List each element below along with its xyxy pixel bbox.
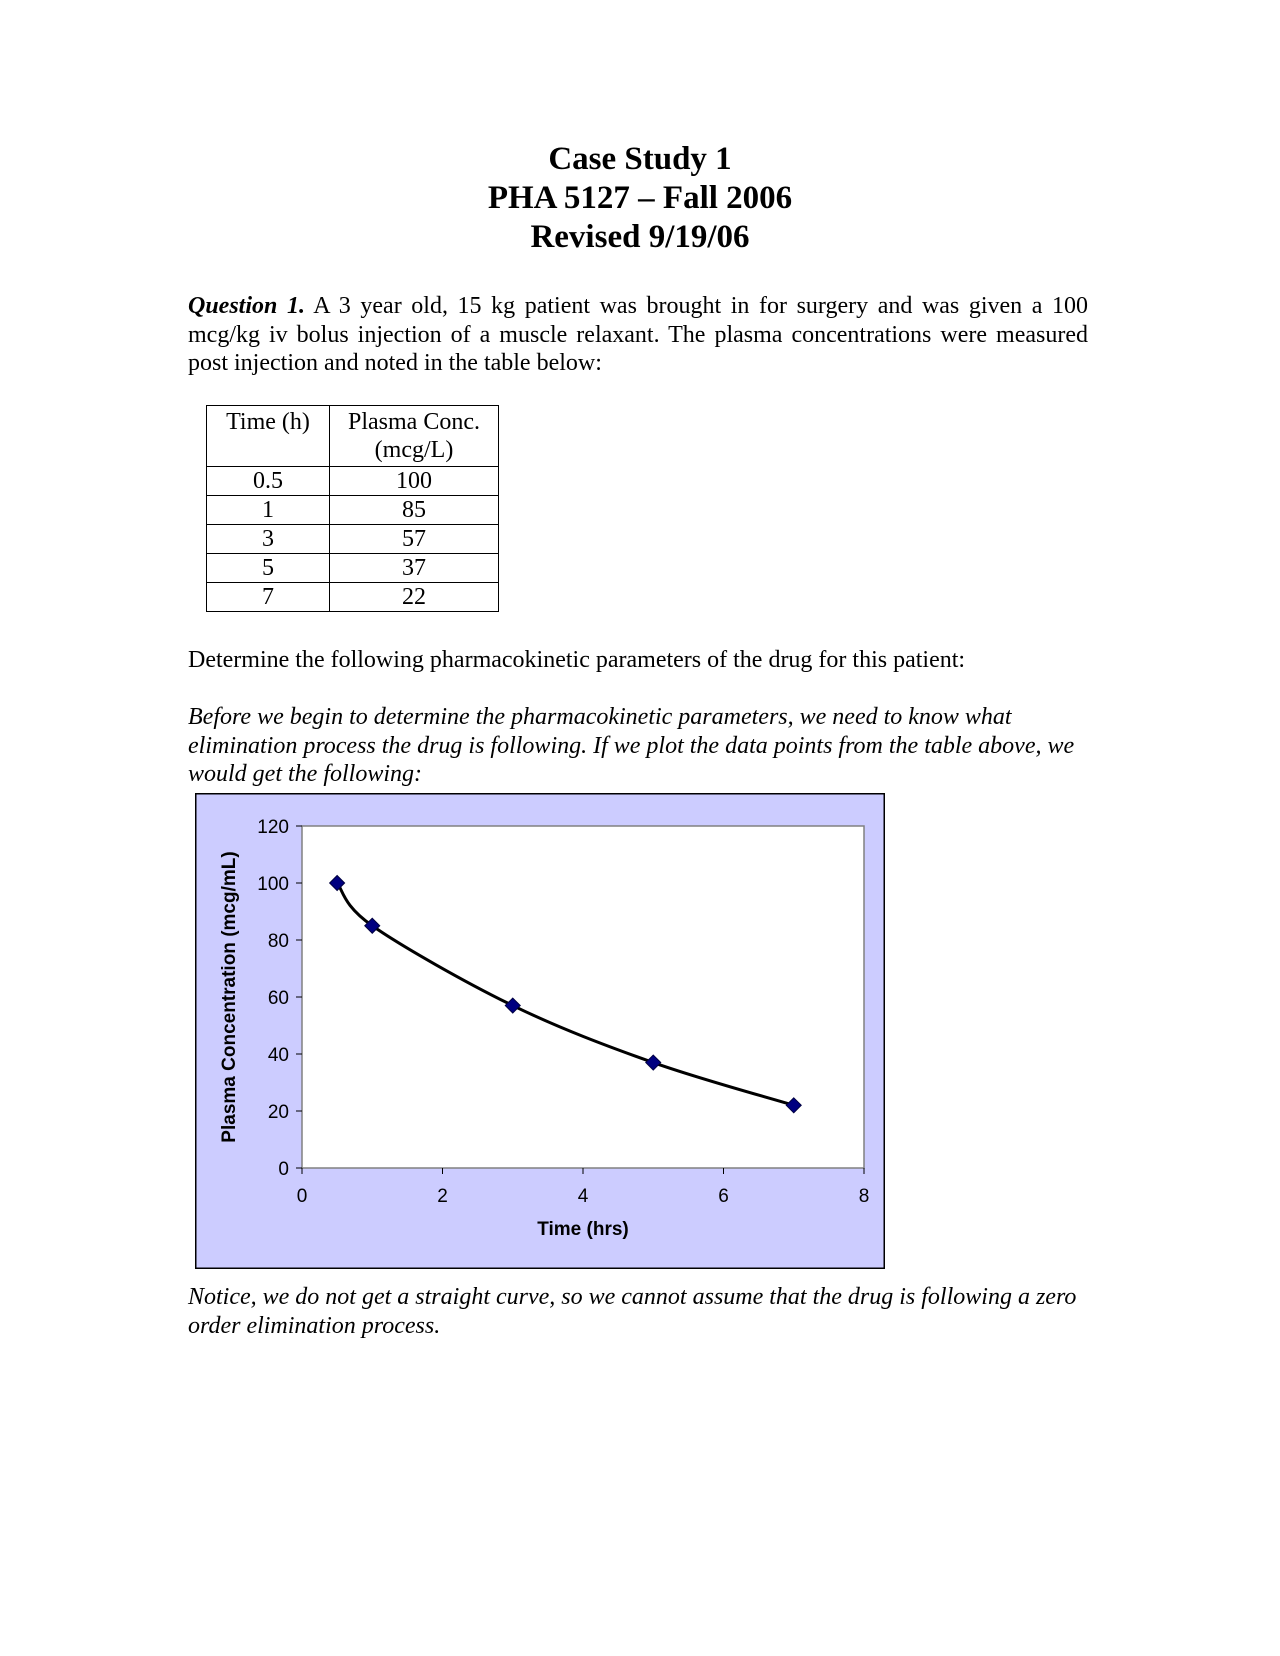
question-1-text: A 3 year old, 15 kg patient was brought in for surgery and was given a 100 mcg/kg iv bolus injection of a muscle relaxant. The plasma concentrations were measured post injection and noted in the table below: — [188, 293, 1088, 376]
cell-time: 0.5 — [207, 467, 330, 496]
cell-time: 5 — [207, 554, 330, 583]
cell-time: 7 — [207, 583, 330, 612]
cell-conc: 22 — [330, 583, 499, 612]
table-row — [207, 583, 499, 612]
x-tick-label: 0 — [296, 1186, 308, 1207]
x-tick-label: 8 — [858, 1186, 870, 1207]
header-plasma-conc: Plasma Conc. (mcg/L) — [330, 406, 499, 467]
y-tick-label: 80 — [267, 931, 289, 952]
table-header-row — [207, 406, 499, 467]
x-tick-label: 4 — [577, 1186, 589, 1207]
cell-conc: 37 — [330, 554, 499, 583]
y-tick-label: 0 — [278, 1159, 289, 1180]
y-axis-title: Plasma Concentration (mcg/mL) — [219, 851, 240, 1143]
x-axis-title: Time (hrs) — [537, 1219, 629, 1240]
concentration-chart — [195, 793, 885, 1269]
y-tick-label: 60 — [267, 988, 289, 1009]
chart-svg — [195, 793, 885, 1269]
y-tick-label: 120 — [257, 817, 289, 838]
x-tick-label: 6 — [718, 1186, 729, 1207]
concentration-table — [206, 405, 499, 612]
table-row — [207, 467, 499, 496]
table-row — [207, 525, 499, 554]
question-1-paragraph — [188, 292, 1088, 378]
y-tick-label: 100 — [257, 874, 289, 895]
determine-paragraph: Determine the following pharmacokinetic parameters of the drug for this patient: — [188, 647, 966, 673]
title-course: PHA 5127 – Fall 2006 — [487, 180, 793, 216]
table-row — [207, 554, 499, 583]
cell-conc: 85 — [330, 496, 499, 525]
document-title — [0, 140, 1280, 257]
x-tick-label: 2 — [437, 1186, 448, 1207]
header-time: Time (h) — [207, 406, 330, 467]
before-paragraph: Before we begin to determine the pharmacokinetic parameters, we need to know what elimination process the drug is following. If we plot the data points from the table above, we would get the following: — [188, 704, 1075, 787]
cell-conc: 57 — [330, 525, 499, 554]
notice-paragraph: Notice, we do not get a straight curve, so we cannot assume that the drug is following a zero order elimination process. — [188, 1284, 1077, 1339]
title-case-study: Case Study 1 — [548, 141, 732, 177]
question-1-label: Question 1. — [188, 293, 305, 319]
cell-conc: 100 — [330, 467, 499, 496]
plot-area — [302, 826, 864, 1168]
y-tick-label: 40 — [267, 1045, 289, 1066]
table-row — [207, 496, 499, 525]
title-revised: Revised 9/19/06 — [530, 219, 750, 255]
cell-time: 3 — [207, 525, 330, 554]
y-tick-label: 20 — [267, 1102, 289, 1123]
cell-time: 1 — [207, 496, 330, 525]
